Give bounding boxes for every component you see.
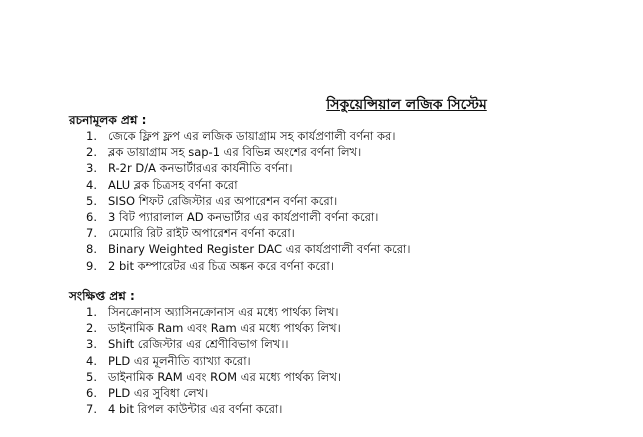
list-item <box>86 258 410 274</box>
list-item <box>86 225 410 241</box>
item-text: Shift রেজিস্টার এর শ্রেণীবিভাগ লিখ।। <box>108 337 289 352</box>
short-question-list <box>86 304 341 417</box>
list-item <box>86 193 410 209</box>
item-number: 4. <box>86 353 97 368</box>
item-number: 9. <box>86 258 97 273</box>
list-item <box>86 336 341 352</box>
item-text: মেমোরি রিট রাইট অপারেশন বর্ণনা করো। <box>108 226 295 241</box>
descriptive-question-list <box>86 128 410 274</box>
list-item <box>86 177 410 193</box>
item-text: সিনক্রোনাস অ্যাসিনক্রোনাস এর মধ্যে পার্থক্য লিখ। <box>108 305 339 319</box>
item-number: 8. <box>86 242 97 257</box>
list-item <box>86 209 410 225</box>
item-text: ডাইনামিক Ram এবং Ram এর মধ্যে পার্থক্য লিখ। <box>108 321 341 336</box>
item-number: 2. <box>86 321 97 336</box>
section-heading-descriptive: রচনামূলক প্রশ্ন : <box>69 113 147 127</box>
list-item <box>86 304 341 320</box>
item-text: জেকে ফ্লিপ ফ্লপ এর লজিক ডায়াগ্রাম সহ কার্যপ্রণালী বর্ণনা কর। <box>108 129 396 143</box>
item-number: 7. <box>86 226 97 241</box>
item-number: 5. <box>86 193 97 208</box>
item-text: 4 bit রিপল কাউন্টার এর বর্ণনা করো। <box>108 402 283 417</box>
list-item <box>86 320 341 336</box>
item-number: 6. <box>86 209 97 224</box>
item-number: 1. <box>86 305 97 319</box>
item-text: ডাইনামিক RAM এবং ROM এর মধ্যে পার্থক্য লিখ। <box>108 369 342 384</box>
list-item <box>86 369 341 385</box>
item-number: 1. <box>86 129 97 143</box>
list-item <box>86 401 341 417</box>
list-item <box>86 160 410 176</box>
item-text: ALU ব্লক চিত্রসহ বর্ণনা করো <box>108 177 238 192</box>
item-number: 6. <box>86 385 97 400</box>
item-text: Binary Weighted Register DAC এর কার্যপ্রণালী বর্ণনা করো। <box>108 242 411 257</box>
item-text: PLD এর সুবিধা লেখ। <box>108 385 209 400</box>
list-item <box>86 353 341 369</box>
item-text: ব্লক ডায়াগ্রাম সহ sap-1 এর বিভিন্ন অংশের বর্ণনা লিখ। <box>108 145 362 160</box>
item-text: SISO শিফট রেজিস্টার এর অপারেশন বর্ণনা করো। <box>108 193 338 208</box>
list-item <box>86 128 410 144</box>
item-number: 4. <box>86 177 97 192</box>
document-title: সিকুয়েন্সিয়াল লজিক সিস্টেম <box>326 97 487 113</box>
list-item <box>86 385 341 401</box>
item-number: 2. <box>86 145 97 160</box>
item-text: 2 bit কম্পারেটর এর চিত্র অঙ্কন করে বর্ণনা করো। <box>108 258 334 273</box>
item-text: R-2r D/A কনভার্টারএর কার্যনীতি বর্ণনা। <box>108 161 293 176</box>
item-number: 3. <box>86 161 97 176</box>
list-item <box>86 241 410 257</box>
item-text: PLD এর মূলনীতি ব্যাখ্যা করো। <box>108 353 251 368</box>
item-number: 5. <box>86 369 97 384</box>
item-number: 3. <box>86 337 97 352</box>
item-number: 7. <box>86 402 97 417</box>
list-item <box>86 144 410 160</box>
section-heading-short: সংক্ষিপ্ত প্রশ্ন : <box>69 289 135 303</box>
item-text: 3 বিট প্যারালাল AD কনভার্টার এর কার্যপ্রণালী বর্ণনা করো। <box>108 209 379 224</box>
